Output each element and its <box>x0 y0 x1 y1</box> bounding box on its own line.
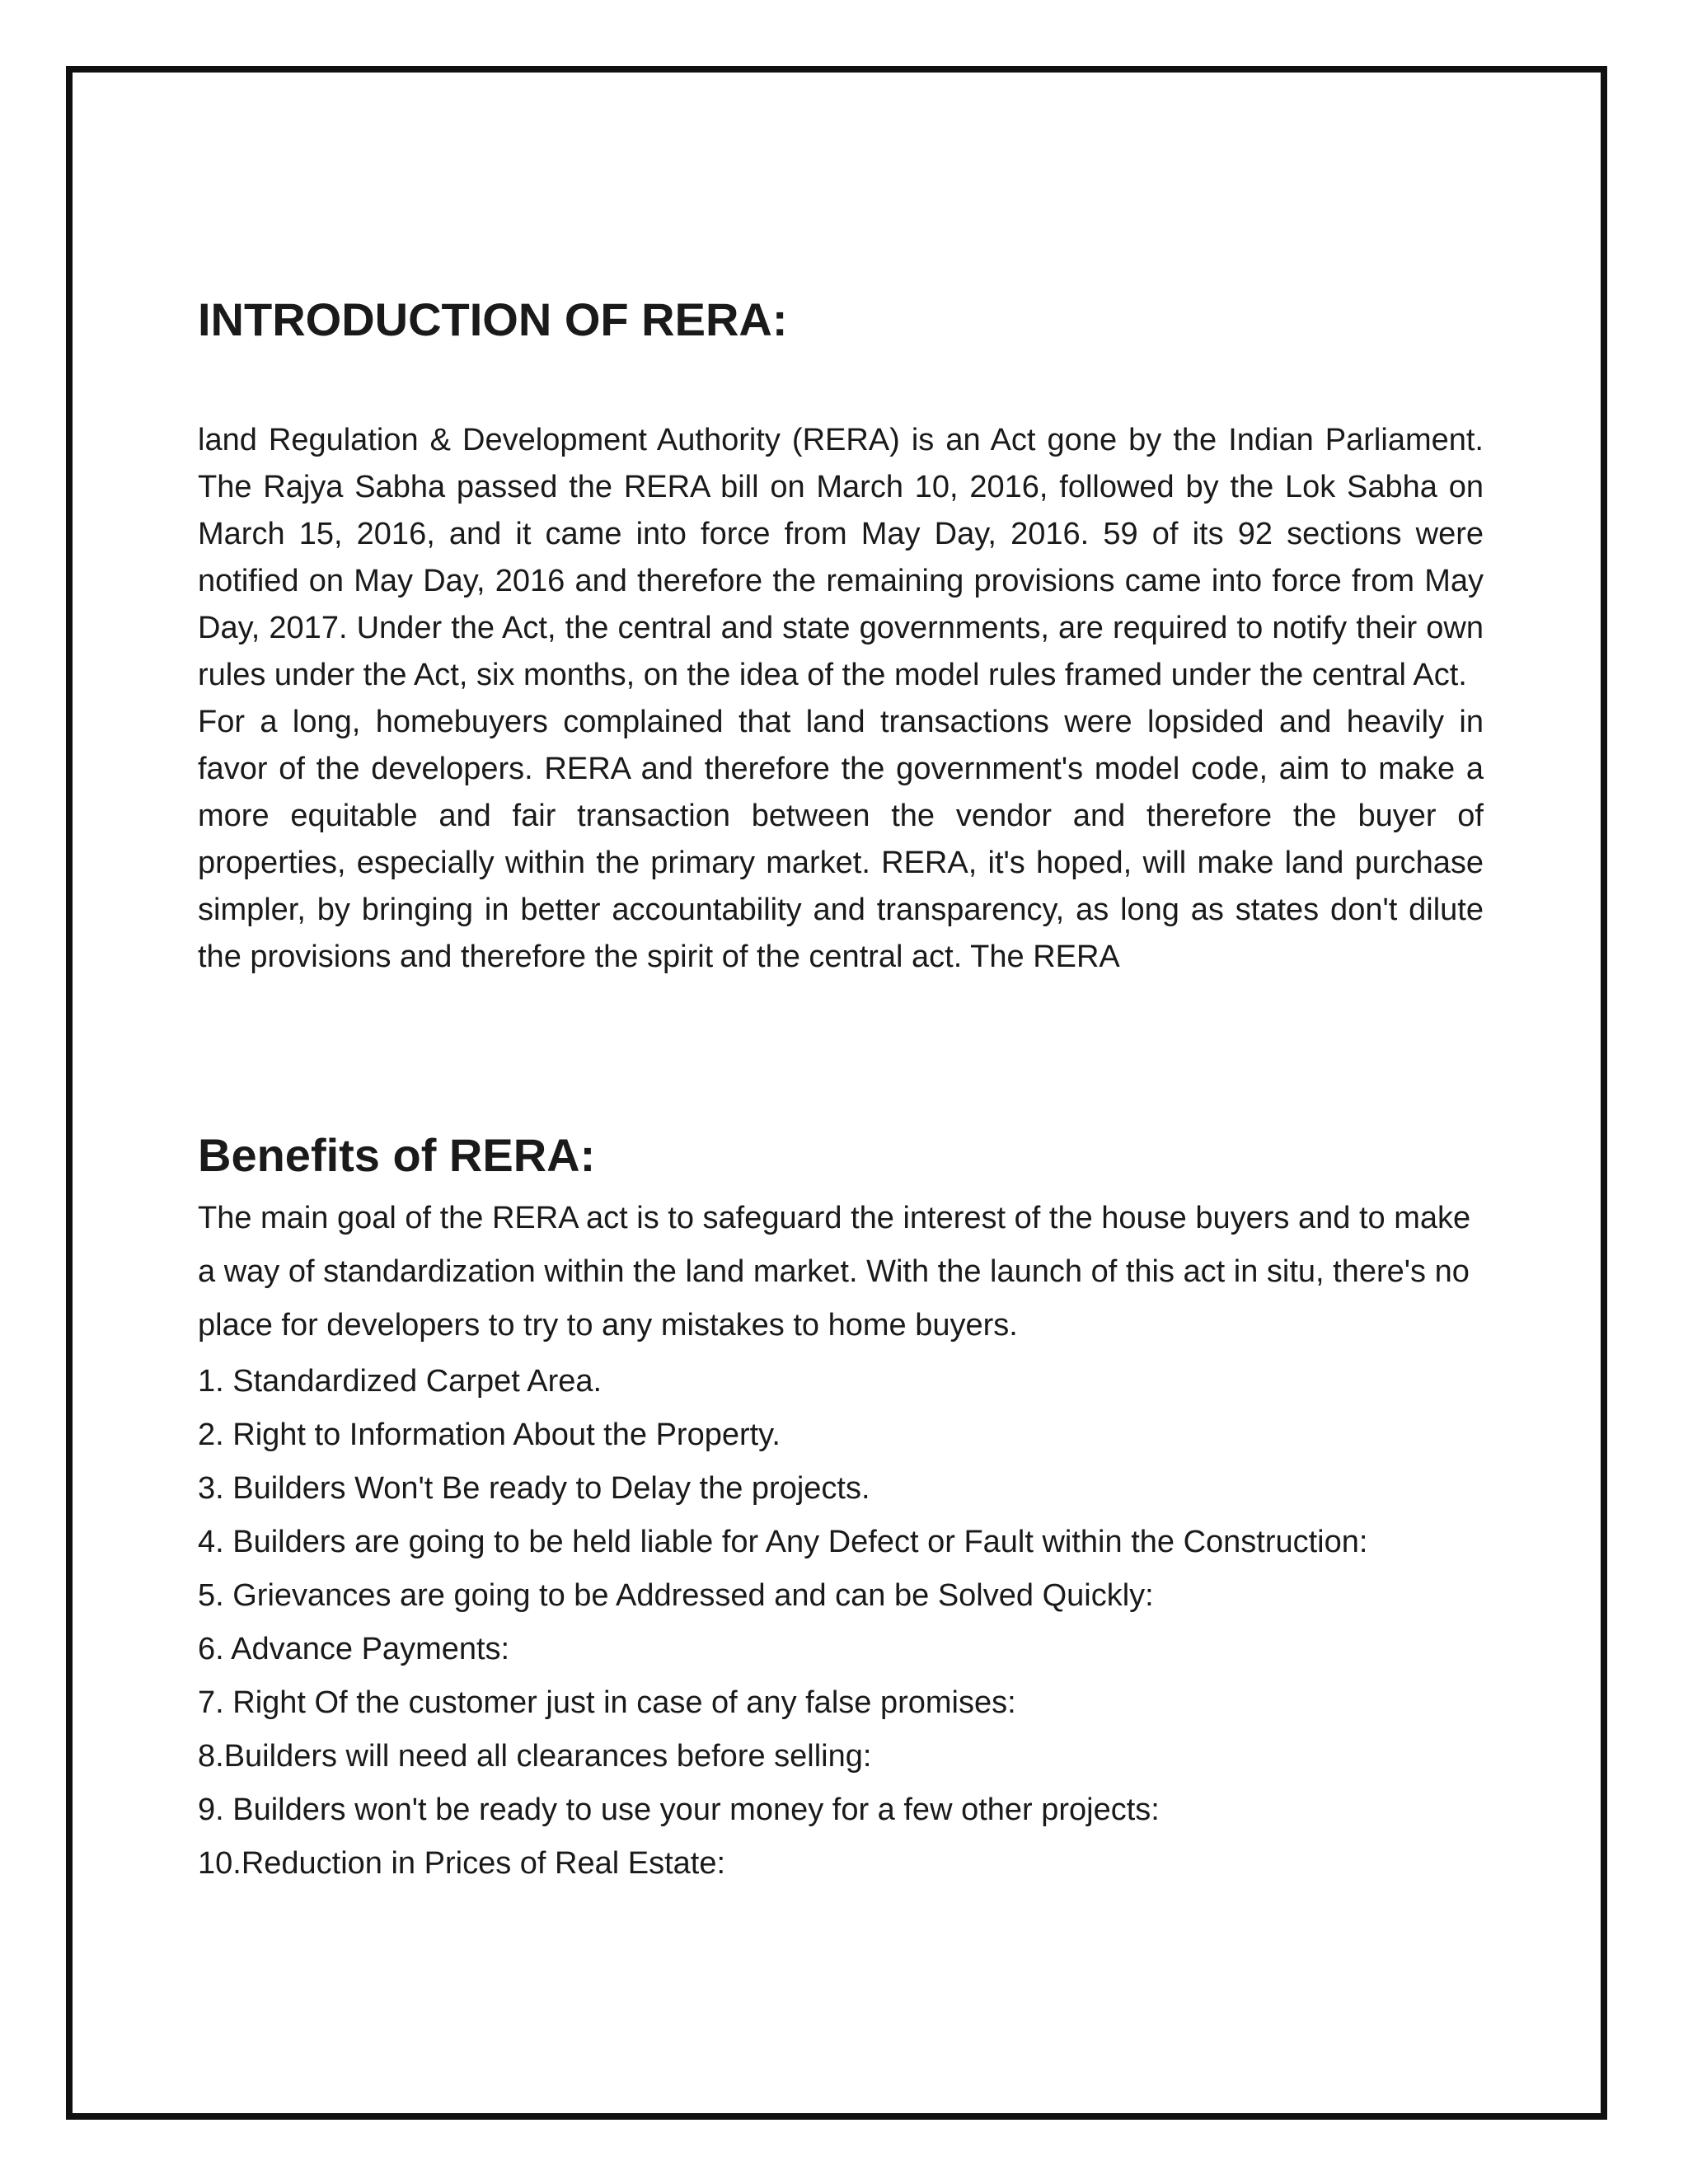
benefit-item-10: 10.Reduction in Prices of Real Estate: <box>198 1846 726 1881</box>
intro-paragraph-1: land Regulation & Development Authority (RERA) is an Act gone by the Indian Parliament. The Rajya Sabha passed the RERA bill on March 10, 2016, followed by the Lok Sabha on March 15, 2016, and it came into force from May Day, 2016. 59 of its 92 sections were notified on May Day, 2016 and therefore the remaining provisions came into force from May Day, 2017. Under the Act, the central and state governments, are required to notify their own rules under the Act, six months, on the idea of the model rules framed under the central Act. <box>198 423 1484 692</box>
intro-heading: INTRODUCTION OF RERA: <box>198 293 788 345</box>
benefit-item-2: 2. Right to Information About the Property. <box>198 1418 781 1452</box>
benefit-item-6: 6. Advance Payments: <box>198 1632 510 1666</box>
benefit-item-5: 5. Grievances are going to be Addressed and can be Solved Quickly: <box>198 1578 1154 1613</box>
benefit-item-1: 1. Standardized Carpet Area. <box>198 1364 603 1399</box>
benefit-item-7: 7. Right Of the customer just in case of any false promises: <box>198 1685 1016 1720</box>
benefits-heading: Benefits of RERA: <box>198 1129 596 1181</box>
benefits-intro-paragraph: The main goal of the RERA act is to safeguard the interest of the house buyers and to make a way of standardization within the land market. With the launch of this act in situ, there's no place for developers to try to any mistakes to home buyers. <box>198 1201 1471 1343</box>
benefit-item-4: 4. Builders are going to be held liable for Any Defect or Fault within the Construction: <box>198 1525 1368 1559</box>
benefits-list <box>198 1355 1484 1891</box>
benefit-item-3: 3. Builders Won't Be ready to Delay the projects. <box>198 1471 870 1506</box>
benefit-item-9: 9. Builders won't be ready to use your money for a few other projects: <box>198 1793 1160 1827</box>
intro-paragraph-2: For a long, homebuyers complained that land transactions were lopsided and heavily in favor of the developers. RERA and therefore the government's model code, aim to make a more equitable and fair transaction between the vendor and therefore the buyer of properties, especially within the primary market. RERA, it's hoped, will make land purchase simpler, by bringing in better accountability and transparency, as long as states don't dilute the provisions and therefore the spirit of the central act. The RERA <box>198 705 1484 974</box>
benefit-item-8: 8.Builders will need all clearances before selling: <box>198 1739 872 1774</box>
intro-body <box>198 417 1484 981</box>
